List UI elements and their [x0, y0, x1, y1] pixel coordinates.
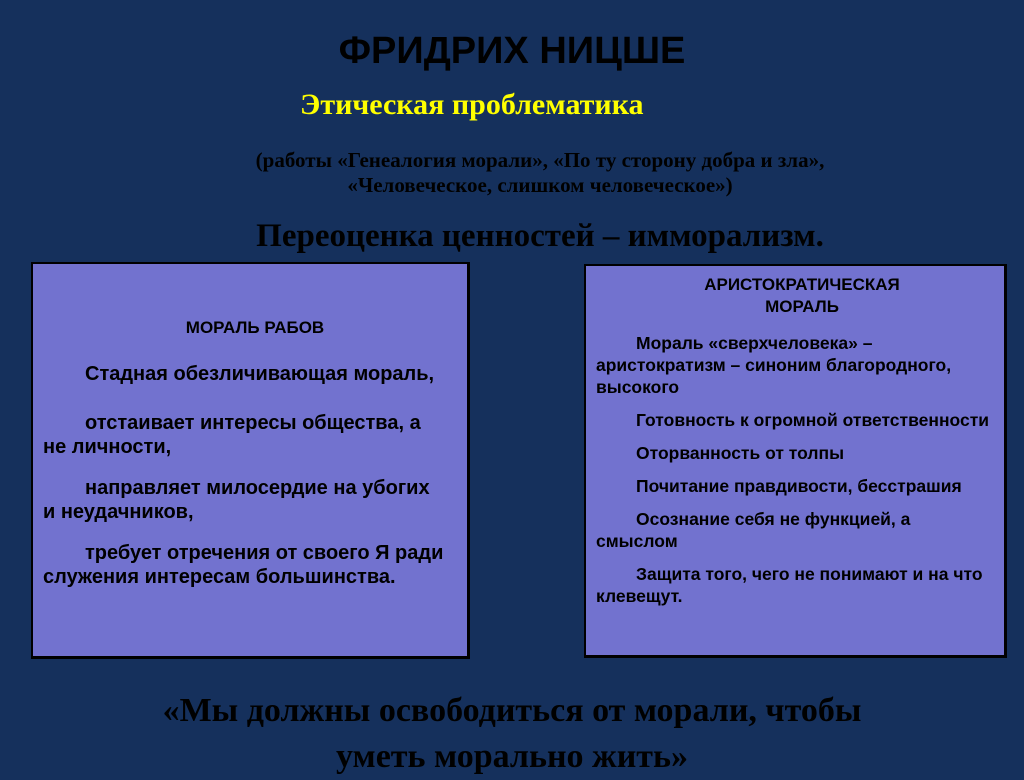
slave-morality-item: отстаивает интересы общества, а не личности,	[43, 412, 421, 458]
aristocratic-morality-item: Почитание правдивости, бесстрашия	[636, 476, 962, 496]
slide-subtitle: Этическая проблематика	[300, 88, 644, 121]
aristocratic-morality-item: Защита того, чего не понимают и на что клевещут.	[596, 564, 983, 606]
slave-morality-item: направляет милосердие на убогих и неудачников,	[43, 477, 430, 523]
works-list	[145, 148, 935, 198]
aristocratic-morality-item: Готовность к огромной ответственности	[636, 410, 990, 430]
quote-line-2: уметь морально жить»	[336, 738, 688, 775]
aristocratic-heading-line-1: АРИСТОКРАТИЧЕСКАЯ	[704, 275, 900, 294]
slave-morality-item: требует отречения от своего Я ради служения интересам большинства.	[43, 542, 444, 588]
aristocratic-morality-item: Осознание себя не функцией, а смыслом	[596, 509, 911, 551]
works-line-1: (работы «Генеалогия морали», «По ту сторону добра и зла»,	[255, 148, 825, 172]
works-line-2: «Человеческое, слишком человеческое»)	[347, 173, 733, 197]
aristocratic-morality-item: Оторванность от толпы	[636, 443, 845, 463]
slave-morality-item: Стадная обезличивающая мораль,	[85, 363, 435, 385]
aristocratic-morality-box	[584, 264, 1007, 658]
aristocratic-heading-line-2: МОРАЛЬ	[765, 297, 839, 316]
slave-morality-box	[31, 262, 470, 659]
slave-morality-heading: МОРАЛЬ РАБОВ	[185, 318, 325, 337]
section-heading: Переоценка ценностей – имморализм.	[256, 218, 824, 254]
quote-line-1: «Мы должны освободиться от морали, чтобы	[162, 692, 862, 729]
aristocratic-morality-item: Мораль «сверхчеловека» – аристократизм – синоним благородного, высокого	[596, 333, 952, 397]
aristocratic-morality-heading	[596, 274, 992, 318]
slide-title: ФРИДРИХ НИЦШЕ	[338, 30, 686, 72]
nietzsche-quote	[0, 688, 1024, 780]
